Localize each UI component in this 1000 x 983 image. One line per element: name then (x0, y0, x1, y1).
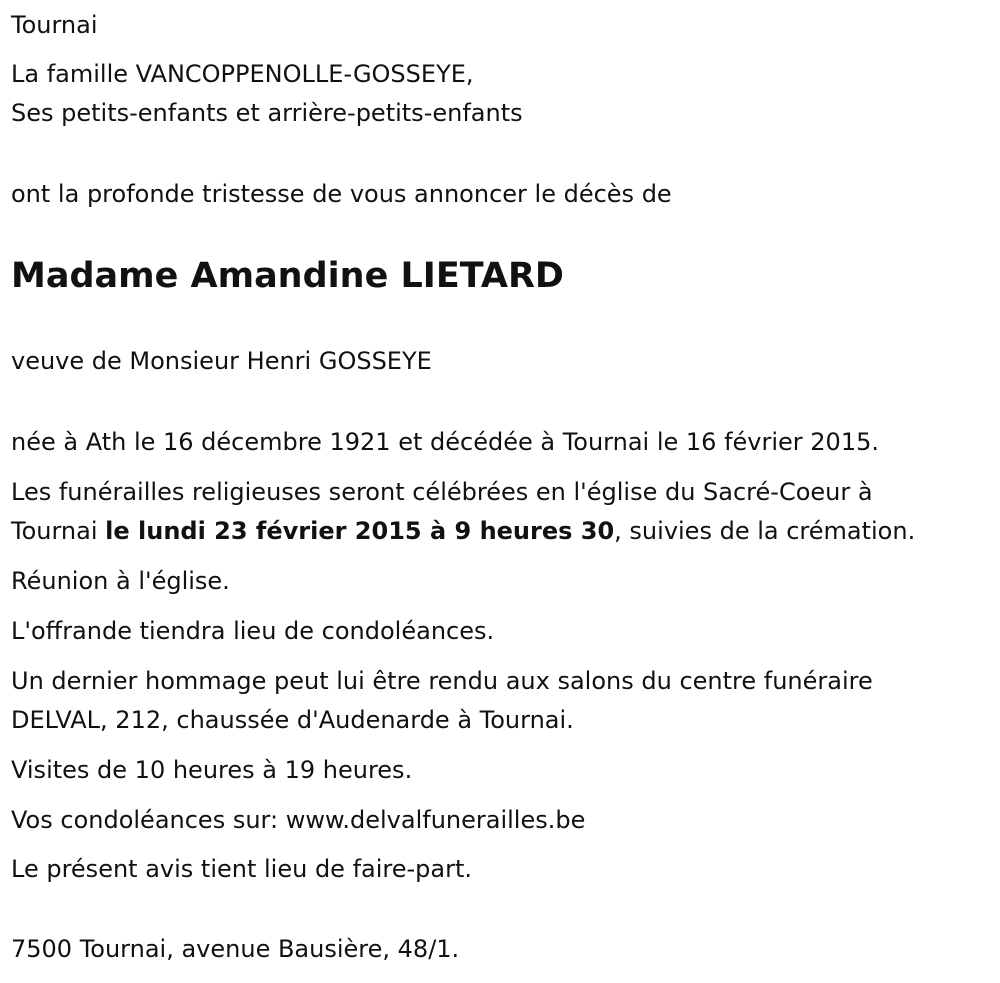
notice-location: Tournai (11, 11, 98, 39)
visits-text: Visites de 10 heures à 19 heures. (11, 756, 413, 784)
deceased-name: Madame Amandine LIETARD (11, 256, 564, 296)
family-line-1: La famille VANCOPPENOLLE-GOSSEYE, (11, 60, 474, 88)
reunion-text: Réunion à l'église. (11, 567, 230, 595)
widow-of-text: veuve de Monsieur Henri GOSSEYE (11, 347, 432, 375)
funeral-line-1: Les funérailles religieuses seront célébrées en l'église du Sacré-Coeur à (11, 478, 873, 506)
birth-death-text: née à Ath le 16 décembre 1921 et décédée à Tournai le 16 février 2015. (11, 428, 879, 456)
faire-part-text: Le présent avis tient lieu de faire-part. (11, 855, 473, 883)
family-line-2: Ses petits-enfants et arrière-petits-enfants (11, 99, 523, 127)
funeral-date-time: le lundi 23 février 2015 à 9 heures 30 (105, 517, 615, 545)
tribute-line-2: DELVAL, 212, chaussée d'Audenarde à Tournai. (11, 706, 574, 734)
condolences-text: Vos condoléances sur: www.delvalfunerailles.be (11, 806, 586, 834)
announcement-text: ont la profonde tristesse de vous annoncer le décès de (11, 180, 672, 208)
funeral-line-2-suffix: , suivies de la crémation. (614, 517, 916, 545)
address-text: 7500 Tournai, avenue Bausière, 48/1. (11, 935, 460, 963)
funeral-line-2-prefix: Tournai (11, 517, 106, 545)
funeral-line-2 (11, 512, 915, 551)
offering-text: L'offrande tiendra lieu de condoléances. (11, 617, 495, 645)
tribute-line-1: Un dernier hommage peut lui être rendu aux salons du centre funéraire (11, 667, 873, 695)
